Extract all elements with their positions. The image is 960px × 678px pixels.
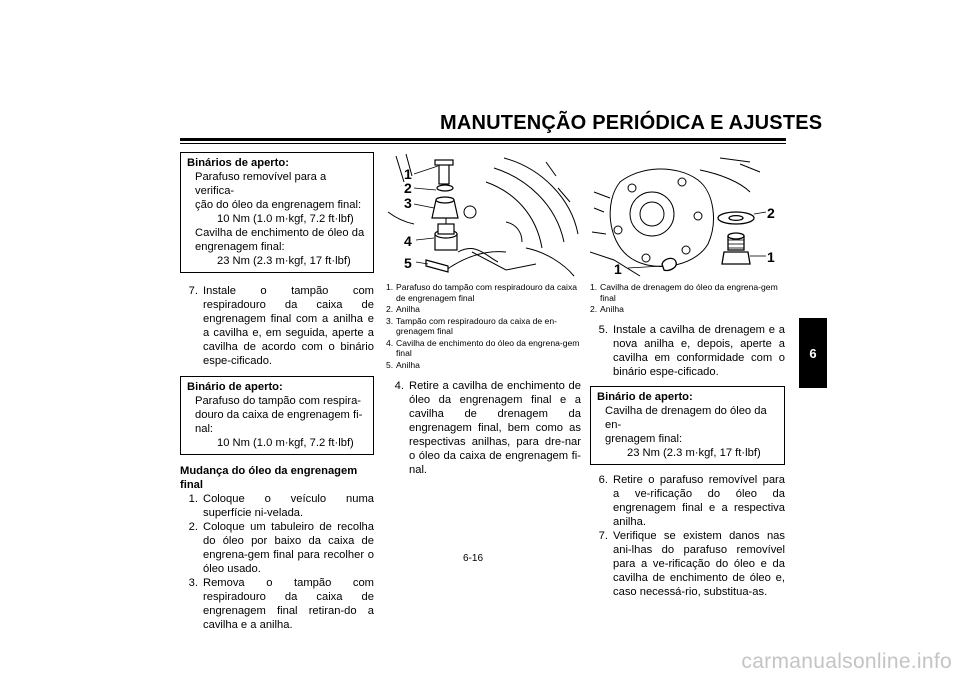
step-item	[180, 576, 374, 632]
figure-label: 4	[404, 233, 412, 249]
step-text: Instale a cavilha de drenagem e a nova anilha e, depois, aperte a cavilha em conformidade com o binário espe-cificado.	[613, 323, 785, 378]
step-text: Instale o tampão com respiradouro da caixa de engrenagem final com a anilha e a cavilha e, em seguida, aperte a cavilha de acordo com o binário espe-cificado.	[203, 285, 374, 367]
step-item	[590, 323, 785, 379]
torque-line: Parafuso do tampão com respira-	[195, 395, 362, 407]
torque-box-3	[590, 386, 785, 465]
torque-line: douro da caixa de engrenagem fi-	[195, 409, 363, 421]
caption-item	[386, 338, 581, 359]
caption-item	[590, 304, 785, 315]
caption-number: 3.	[386, 315, 394, 326]
step-number: 5.	[598, 323, 608, 336]
figure-label: 1	[614, 261, 622, 277]
caption-item	[386, 360, 581, 371]
caption-text: Cavilha de drenagem do óleo da engrena-gem final	[600, 282, 778, 303]
figure-caption-list	[590, 282, 785, 315]
caption-text: Parafuso do tampão com respiradouro da caixa de engrenagem final	[396, 282, 578, 303]
torque-value: 10 Nm (1.0 m·kgf, 7.2 ft·lbf)	[217, 437, 354, 449]
figure-label: 1	[767, 249, 775, 265]
torque-line: Cavilha de enchimento de óleo da	[195, 227, 365, 239]
torque-line: nal:	[195, 423, 214, 435]
caption-item	[386, 316, 581, 337]
caption-text: Tampão com respiradouro da caixa de en-grenagem final	[396, 315, 557, 336]
step-number: 2.	[188, 521, 198, 533]
watermark: carmanualsonline.info	[741, 650, 952, 673]
caption-item	[386, 282, 581, 303]
caption-number: 4.	[386, 337, 394, 348]
torque-line: grenagem final:	[605, 432, 683, 445]
caption-number: 1.	[590, 282, 598, 292]
column-left	[180, 152, 374, 632]
step-text: Coloque um tabuleiro de recolha do óleo por baixo da caixa de engrena-gem final para recolher o óleo usado.	[203, 521, 374, 575]
figure-label: 5	[404, 255, 412, 271]
torque-box-title: Binários de aperto:	[187, 157, 289, 169]
step-number: 6.	[598, 473, 608, 486]
step-number: 4.	[394, 380, 404, 392]
column-right	[590, 282, 785, 599]
caption-number: 1.	[386, 282, 394, 292]
torque-value: 10 Nm (1.0 m·kgf, 7.2 ft·lbf)	[217, 213, 354, 225]
section-heading: Mudança do óleo da engrenagem final	[180, 465, 358, 491]
column-middle	[386, 282, 581, 477]
page-title: MANUTENÇÃO PERIÓDICA E AJUSTES	[440, 112, 823, 134]
torque-line: engrenagem final:	[195, 241, 285, 253]
figure-breather-cap	[386, 152, 581, 278]
figure-label: 1	[404, 166, 412, 182]
figure-caption-list	[386, 282, 581, 370]
header-rule-thick	[180, 138, 786, 141]
step-number: 3.	[188, 577, 198, 589]
caption-text: Anilha	[600, 304, 624, 314]
header-rule-thin	[180, 143, 786, 144]
torque-line: Parafuso removível para a verifica-	[195, 171, 327, 197]
caption-item	[386, 304, 581, 315]
torque-line: ção do óleo da engrenagem final:	[195, 199, 362, 211]
figure-label: 2	[767, 205, 775, 221]
step-item	[180, 492, 374, 520]
step-text: Remova o tampão com respiradouro da caixa de engrenagem final retiran-do a cavilha e a anilha.	[203, 577, 374, 631]
torque-value: 23 Nm (2.3 m·kgf, 17 ft·lbf)	[217, 255, 351, 267]
torque-box-2	[180, 376, 374, 455]
step-number: 7.	[188, 285, 198, 297]
caption-item	[590, 282, 785, 303]
step-text: Verifique se existem danos nas ani-lhas do parafuso removível para a ve-rificação do óleo e da cavilha de enchimento de óleo e, caso necessá-rio, substitua-as.	[613, 529, 785, 598]
caption-number: 2.	[590, 304, 598, 314]
step-item	[590, 473, 785, 529]
caption-text: Anilha	[396, 304, 420, 314]
caption-text: Cavilha de enchimento do óleo da engrena-gem final	[396, 337, 580, 358]
step-item	[180, 284, 374, 368]
figure-label: 2	[404, 180, 412, 196]
caption-text: Anilha	[396, 359, 420, 370]
torque-box-1	[180, 152, 374, 273]
step-item	[590, 529, 785, 599]
figure-drain-bolt	[590, 152, 785, 278]
step-item	[386, 379, 581, 477]
caption-number: 5.	[386, 359, 394, 370]
torque-line: Cavilha de drenagem do óleo da en-	[605, 404, 767, 431]
torque-box-title: Binário de aperto:	[597, 390, 693, 403]
page-number: 6-16	[463, 553, 484, 564]
torque-value: 23 Nm (2.3 m·kgf, 17 ft·lbf)	[627, 446, 761, 459]
step-number: 7.	[598, 529, 608, 542]
step-text: Retire o parafuso removível para a ve-rificação do óleo da engrenagem final e a respectiva anilha.	[613, 473, 785, 528]
figure-label: 3	[404, 195, 412, 211]
chapter-tab[interactable]: 6	[799, 318, 827, 388]
step-text: Retire a cavilha de enchimento de óleo da engrenagem final e a cavilha de drenagem da engrenagem final, bem como as respectivas anilhas, para dre-nar o óleo da caixa de engrenagem fi-nal.	[409, 380, 581, 476]
caption-number: 2.	[386, 304, 394, 314]
step-number: 1.	[188, 493, 198, 505]
step-item	[180, 520, 374, 576]
torque-box-title: Binário de aperto:	[187, 381, 283, 393]
step-text: Coloque o veículo numa superfície ni-velada.	[203, 493, 374, 519]
